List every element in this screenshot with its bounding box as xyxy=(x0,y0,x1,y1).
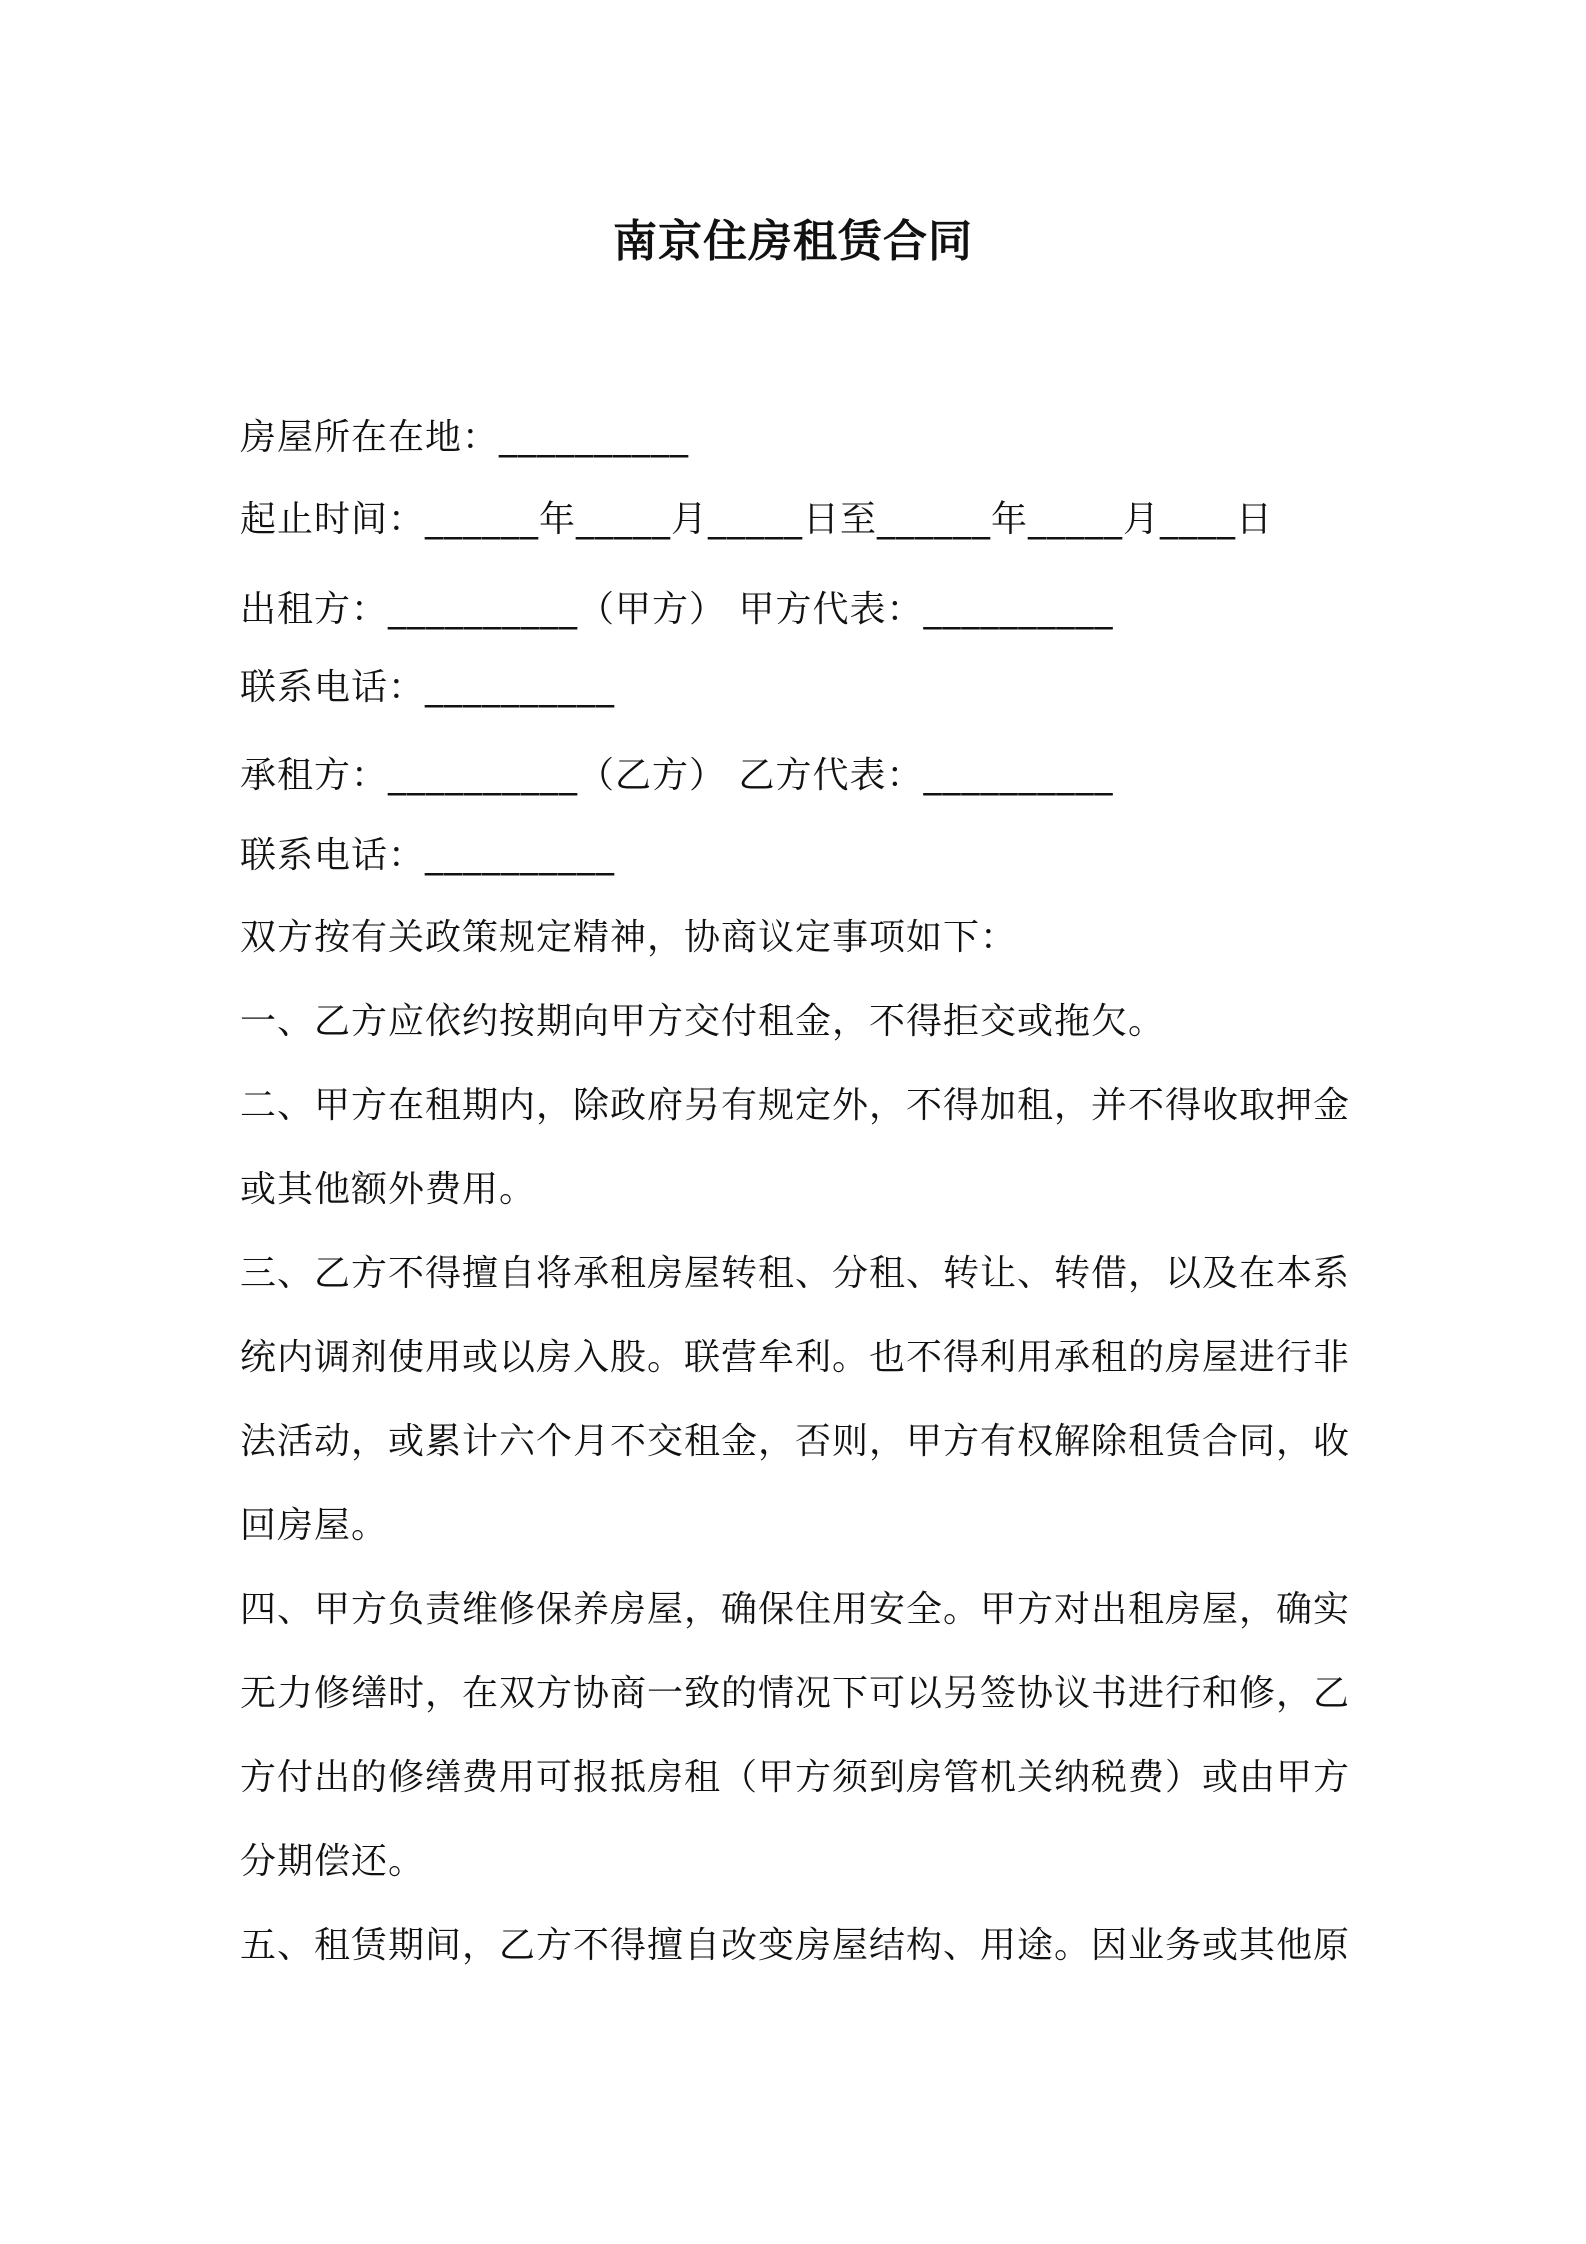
lessee-line: 承租方：__________（乙方） 乙方代表：__________ xyxy=(240,755,1114,796)
clause-3-line-1: 三、乙方不得擅自将承租房屋转租、分租、转让、转借，以及在本系 xyxy=(240,1253,1351,1294)
clause-2-line-2: 或其他额外费用。 xyxy=(240,1169,537,1210)
clause-4-line-2: 无力修缮时，在双方协商一致的情况下可以另签协议书进行和修，乙 xyxy=(240,1673,1351,1714)
document-title: 南京住房租赁合同 xyxy=(613,216,973,267)
clause-5-line-1: 五、租赁期间，乙方不得擅自改变房屋结构、用途。因业务或其他原 xyxy=(240,1925,1351,1966)
clause-1-line: 一、乙方应依约按期向甲方交付租金，不得拒交或拖欠。 xyxy=(240,1001,1166,1042)
lessor-phone-line: 联系电话：__________ xyxy=(240,667,616,708)
clause-3-line-3: 法活动，或累计六个月不交租金，否则，甲方有权解除租赁合同，收 xyxy=(240,1421,1351,1462)
preamble-line: 双方按有关政策规定精神，协商议定事项如下： xyxy=(240,917,1018,958)
clause-4-line-1: 四、甲方负责维修保养房屋，确保住用安全。甲方对出租房屋，确实 xyxy=(240,1589,1351,1630)
lessor-line: 出租方：__________（甲方） 甲方代表：__________ xyxy=(240,589,1114,630)
clause-4-line-3: 方付出的修缮费用可报抵房租（甲方须到房管机关纳税费）或由甲方 xyxy=(240,1757,1351,1798)
clause-2-line-1: 二、甲方在租期内，除政府另有规定外，不得加租，并不得收取押金 xyxy=(240,1085,1351,1126)
property-address-line: 房屋所在在地：__________ xyxy=(240,417,690,458)
clause-3-line-4: 回房屋。 xyxy=(240,1505,389,1546)
clause-3-line-2: 统内调剂使用或以房入股。联营牟利。也不得利用承租的房屋进行非 xyxy=(240,1337,1351,1378)
lessee-phone-line: 联系电话：__________ xyxy=(240,835,616,876)
clause-4-line-4: 分期偿还。 xyxy=(240,1841,426,1882)
lease-term-line: 起止时间：______年_____月_____日至______年_____月____日 xyxy=(240,499,1274,540)
